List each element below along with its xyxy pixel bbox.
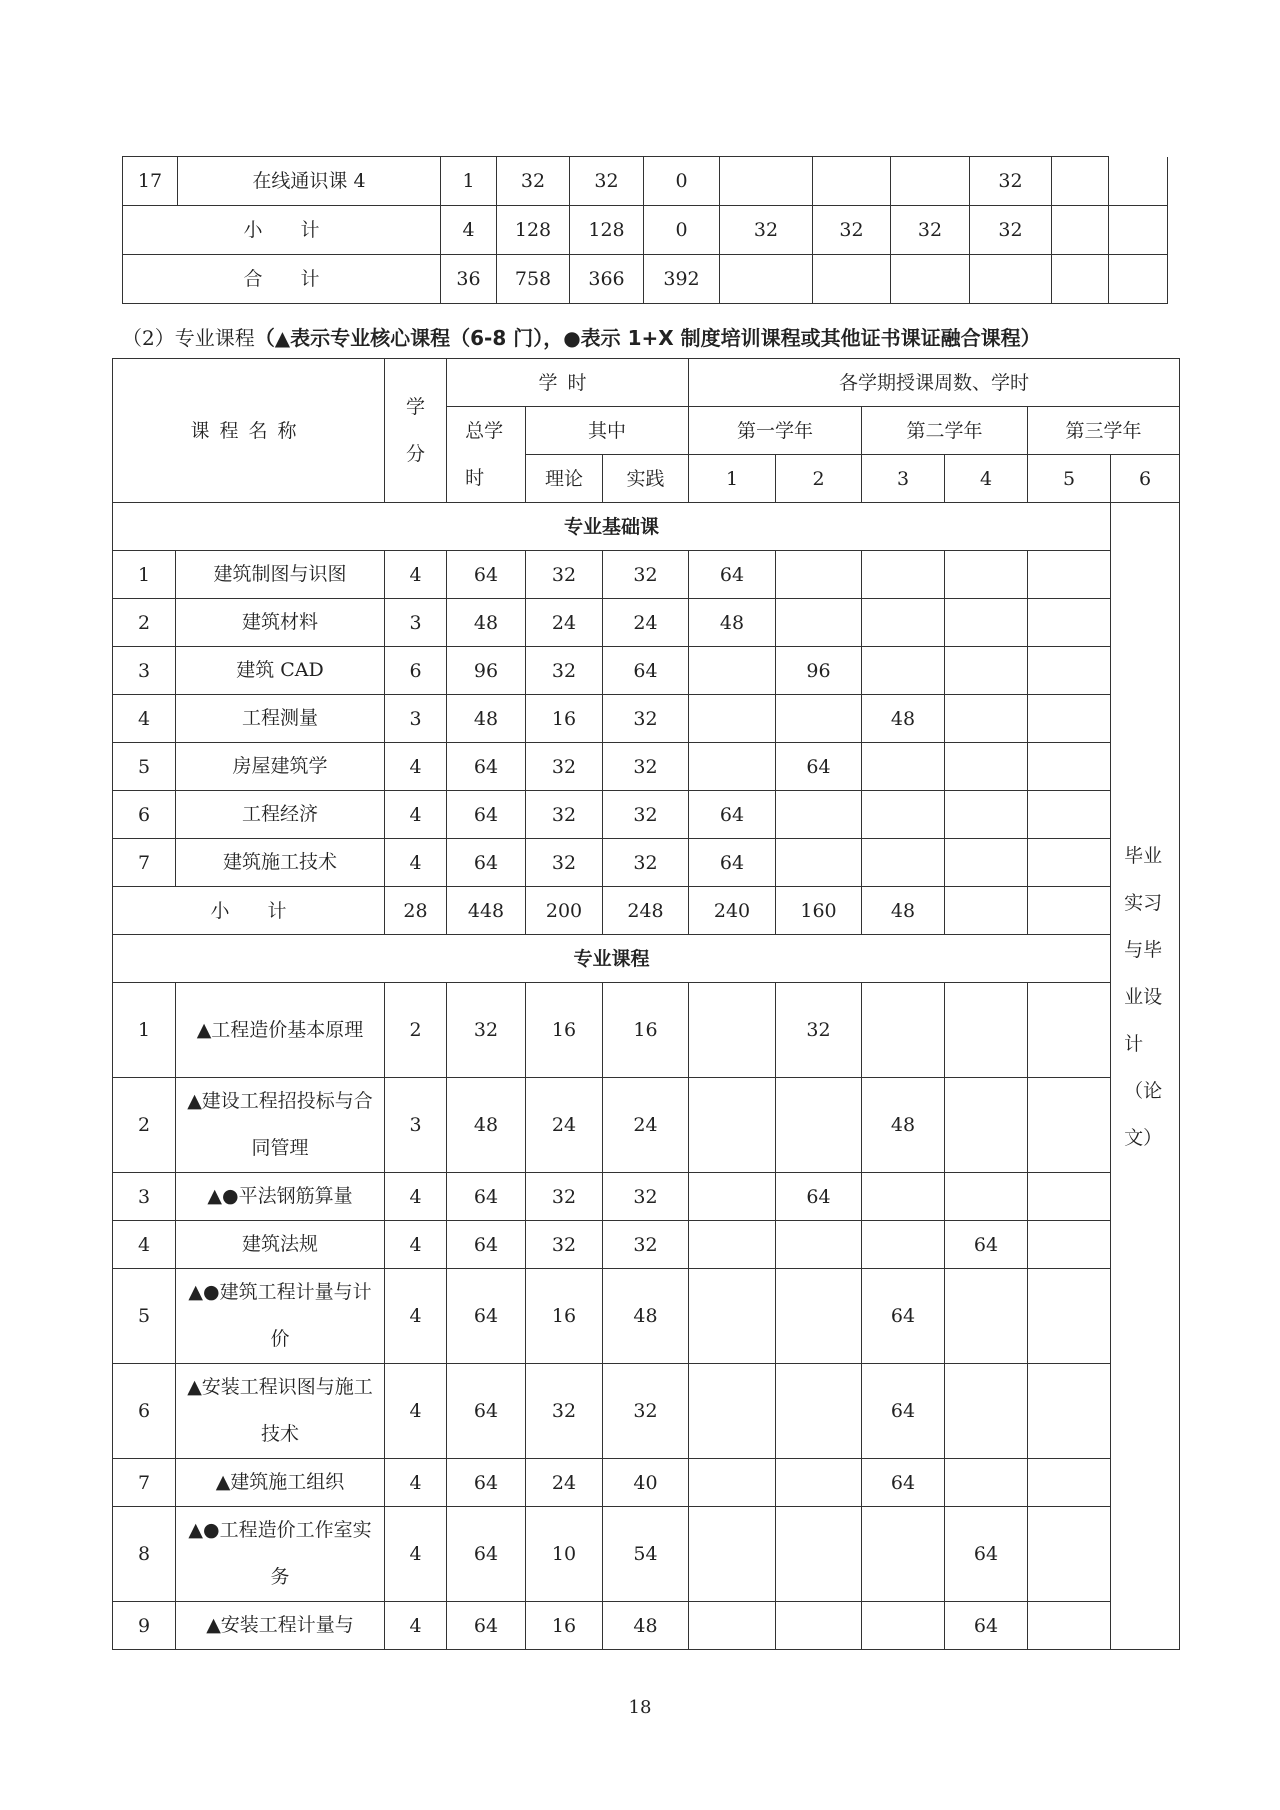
theory-hours: 24 [526, 1078, 603, 1173]
semester-2 [813, 157, 891, 206]
total-hours: 64 [447, 551, 526, 599]
semester-5 [1028, 1269, 1111, 1364]
total-hours: 448 [447, 887, 526, 935]
section-header-row [113, 935, 1180, 983]
practice-hours: 248 [603, 887, 689, 935]
semester-5 [1028, 647, 1111, 695]
semester-5 [1028, 1221, 1111, 1269]
total-hours: 128 [497, 206, 570, 255]
course-name: ▲●工程造价工作室实务 [176, 1507, 385, 1602]
semester-5 [1028, 1507, 1111, 1602]
header-sem-2: 2 [776, 455, 862, 503]
theory-hours: 16 [526, 1269, 603, 1364]
credit: 4 [385, 743, 447, 791]
row-number: 8 [113, 1507, 176, 1602]
semester-2: 32 [776, 983, 862, 1078]
total-hours: 64 [447, 1269, 526, 1364]
theory-hours: 16 [526, 695, 603, 743]
semester-3: 64 [862, 1364, 945, 1459]
credit: 3 [385, 1078, 447, 1173]
theory-hours: 32 [526, 1173, 603, 1221]
total-hours: 64 [447, 1173, 526, 1221]
semester-1 [689, 1221, 776, 1269]
semester-5 [1028, 695, 1111, 743]
semester-2 [776, 1078, 862, 1173]
semester-4 [945, 551, 1028, 599]
total-hours: 64 [447, 1364, 526, 1459]
semester-3 [862, 1221, 945, 1269]
table-row [113, 551, 1180, 599]
credit: 4 [385, 1269, 447, 1364]
theory-hours: 24 [526, 1459, 603, 1507]
graduation-internship-note [1111, 503, 1180, 1650]
header-year-3: 第三学年 [1028, 407, 1180, 455]
semester-4: 64 [945, 1602, 1028, 1650]
page-number: 18 [628, 1697, 652, 1718]
theory-hours: 32 [526, 1364, 603, 1459]
semester-5 [1028, 1364, 1111, 1459]
theory-hours: 128 [570, 206, 644, 255]
theory-hours: 32 [526, 647, 603, 695]
course-name: ▲●建筑工程计量与计价 [176, 1269, 385, 1364]
header-total-hours [447, 407, 526, 503]
course-name: ▲建筑施工组织 [176, 1459, 385, 1507]
semester-1: 240 [689, 887, 776, 935]
total-hours: 64 [447, 1221, 526, 1269]
semester-1: 64 [689, 791, 776, 839]
course-name: ▲安装工程识图与施工技术 [176, 1364, 385, 1459]
semester-6 [1109, 255, 1168, 304]
semester-2 [776, 1269, 862, 1364]
semester-4 [945, 695, 1028, 743]
semester-1 [720, 157, 813, 206]
credit: 4 [385, 1364, 447, 1459]
semester-5 [1028, 551, 1111, 599]
header-credit-text: 学分 [406, 395, 426, 465]
semester-1: 64 [689, 551, 776, 599]
semester-3 [862, 647, 945, 695]
practice-hours: 32 [603, 1364, 689, 1459]
semester-2 [776, 695, 862, 743]
semester-1: 64 [689, 839, 776, 887]
semester-1 [689, 1269, 776, 1364]
semester-4 [945, 1459, 1028, 1507]
practice-hours: 0 [644, 206, 720, 255]
row-number: 6 [113, 1364, 176, 1459]
semester-3 [862, 1602, 945, 1650]
semester-2 [813, 255, 891, 304]
semester-3: 48 [862, 695, 945, 743]
semester-1 [689, 1507, 776, 1602]
table-row [113, 1602, 1180, 1650]
semester-1 [689, 1078, 776, 1173]
header-sem-3: 3 [862, 455, 945, 503]
header-row [113, 359, 1180, 407]
semester-2 [776, 1364, 862, 1459]
practice-hours: 24 [603, 599, 689, 647]
semester-4: 32 [970, 206, 1052, 255]
row-number: 5 [113, 743, 176, 791]
semester-3: 32 [891, 206, 970, 255]
practice-hours: 32 [603, 695, 689, 743]
header-total-hours-text: 总学时 [465, 419, 504, 489]
credit: 28 [385, 887, 447, 935]
semester-2 [776, 1459, 862, 1507]
table-row [113, 1078, 1180, 1173]
semester-4 [945, 1269, 1028, 1364]
semester-1: 48 [689, 599, 776, 647]
semester-4: 64 [945, 1507, 1028, 1602]
section-title: 专业课程 [113, 935, 1111, 983]
semester-2: 32 [813, 206, 891, 255]
semester-4 [945, 791, 1028, 839]
credit: 2 [385, 983, 447, 1078]
row-number: 2 [113, 1078, 176, 1173]
semester-1 [689, 647, 776, 695]
practice-hours: 64 [603, 647, 689, 695]
section-title: 专业基础课 [113, 503, 1111, 551]
practice-hours: 392 [644, 255, 720, 304]
total-label: 合 计 [123, 255, 441, 304]
semester-1 [689, 743, 776, 791]
table-row [113, 1269, 1180, 1364]
semester-3 [862, 551, 945, 599]
caption-legend: （▲表示专业核心课程（6-8 门），●表示 1+X 制度培训课程或其他证书课证融合课程） [254, 326, 1041, 350]
semester-2 [776, 599, 862, 647]
table-row [113, 1507, 1180, 1602]
subtotal-label: 小 计 [113, 887, 385, 935]
practice-hours: 32 [603, 791, 689, 839]
table-row [123, 157, 1168, 206]
semester-3 [862, 743, 945, 791]
credit: 4 [385, 1173, 447, 1221]
credit: 36 [441, 255, 497, 304]
caption-prefix: （2）专业课程 [122, 326, 255, 350]
semester-6 [1109, 157, 1168, 206]
semester-4 [945, 647, 1028, 695]
table-row [113, 791, 1180, 839]
credit: 4 [385, 1221, 447, 1269]
practice-hours: 54 [603, 1507, 689, 1602]
total-hours: 64 [447, 839, 526, 887]
course-name: 建筑法规 [176, 1221, 385, 1269]
table-row [113, 839, 1180, 887]
course-name: ▲●平法钢筋算量 [176, 1173, 385, 1221]
practice-hours: 48 [603, 1269, 689, 1364]
semester-1 [689, 1173, 776, 1221]
header-theory: 理论 [526, 455, 603, 503]
credit: 1 [441, 157, 497, 206]
total-hours: 48 [447, 1078, 526, 1173]
semester-3 [862, 1173, 945, 1221]
practice-hours: 40 [603, 1459, 689, 1507]
credit: 4 [441, 206, 497, 255]
row-number: 5 [113, 1269, 176, 1364]
semester-3: 48 [862, 887, 945, 935]
total-hours: 32 [447, 983, 526, 1078]
semester-4 [945, 1078, 1028, 1173]
course-name: 在线通识课 4 [178, 157, 441, 206]
theory-hours: 32 [526, 743, 603, 791]
total-hours: 64 [447, 1602, 526, 1650]
semester-3 [891, 157, 970, 206]
row-number: 1 [113, 551, 176, 599]
course-name: 建筑材料 [176, 599, 385, 647]
row-number: 4 [113, 1221, 176, 1269]
theory-hours: 32 [526, 839, 603, 887]
practice-hours: 0 [644, 157, 720, 206]
row-number: 7 [113, 839, 176, 887]
total-hours: 64 [447, 1507, 526, 1602]
row-number: 3 [113, 1173, 176, 1221]
credit: 4 [385, 1507, 447, 1602]
semester-4 [945, 839, 1028, 887]
row-number: 6 [113, 791, 176, 839]
theory-hours: 32 [570, 157, 644, 206]
subtotal-label: 小 计 [123, 206, 441, 255]
semester-5 [1028, 1602, 1111, 1650]
header-of-which: 其中 [526, 407, 689, 455]
semester-2: 96 [776, 647, 862, 695]
semester-3 [862, 1507, 945, 1602]
row-number: 2 [113, 599, 176, 647]
semester-5 [1028, 1459, 1111, 1507]
row-number: 3 [113, 647, 176, 695]
semester-2: 160 [776, 887, 862, 935]
table-row [113, 983, 1180, 1078]
section-caption [122, 322, 1041, 351]
table-row [113, 695, 1180, 743]
header-sem-1: 1 [689, 455, 776, 503]
table-row [113, 1173, 1180, 1221]
semester-5 [1028, 887, 1111, 935]
semester-2 [776, 551, 862, 599]
semester-1 [689, 1602, 776, 1650]
credit: 4 [385, 551, 447, 599]
table-row [113, 599, 1180, 647]
semester-5 [1028, 743, 1111, 791]
semester-3 [862, 791, 945, 839]
subtotal-row [123, 206, 1168, 255]
row-number: 17 [123, 157, 178, 206]
course-name: 建筑 CAD [176, 647, 385, 695]
header-sem-5: 5 [1028, 455, 1111, 503]
semester-4 [945, 1364, 1028, 1459]
semester-5 [1028, 1078, 1111, 1173]
practice-hours: 16 [603, 983, 689, 1078]
semester-2: 64 [776, 743, 862, 791]
semester-2 [776, 791, 862, 839]
credit: 6 [385, 647, 447, 695]
semester-2 [776, 1602, 862, 1650]
table-row [113, 647, 1180, 695]
course-name: 工程经济 [176, 791, 385, 839]
total-hours: 64 [447, 743, 526, 791]
semester-4: 32 [970, 157, 1052, 206]
semester-3 [862, 839, 945, 887]
semester-1 [720, 255, 813, 304]
header-credit [385, 359, 447, 503]
theory-hours: 366 [570, 255, 644, 304]
table-row [113, 1221, 1180, 1269]
semester-5 [1028, 839, 1111, 887]
semester-2 [776, 839, 862, 887]
practice-hours: 32 [603, 839, 689, 887]
credit: 3 [385, 695, 447, 743]
header-practice: 实践 [603, 455, 689, 503]
credit: 3 [385, 599, 447, 647]
semester-3 [891, 255, 970, 304]
practice-hours: 24 [603, 1078, 689, 1173]
course-name: 房屋建筑学 [176, 743, 385, 791]
course-name: ▲建设工程招投标与合同管理 [176, 1078, 385, 1173]
total-hours: 96 [447, 647, 526, 695]
semester-1 [689, 695, 776, 743]
total-hours: 48 [447, 695, 526, 743]
semester-5 [1052, 157, 1109, 206]
semester-5 [1028, 1173, 1111, 1221]
semester-3 [862, 983, 945, 1078]
semester-3 [862, 599, 945, 647]
header-semesters: 各学期授课周数、学时 [689, 359, 1180, 407]
semester-4 [945, 743, 1028, 791]
general-courses-table-tail [122, 156, 1168, 304]
semester-4 [945, 1173, 1028, 1221]
semester-5 [1052, 206, 1109, 255]
credit: 4 [385, 1602, 447, 1650]
semester-2 [776, 1507, 862, 1602]
practice-hours: 32 [603, 743, 689, 791]
semester-1 [689, 1364, 776, 1459]
header-year-1: 第一学年 [689, 407, 862, 455]
semester-2: 64 [776, 1173, 862, 1221]
semester-4: 64 [945, 1221, 1028, 1269]
row-number: 9 [113, 1602, 176, 1650]
total-hours: 758 [497, 255, 570, 304]
header-sem-4: 4 [945, 455, 1028, 503]
credit: 4 [385, 839, 447, 887]
theory-hours: 200 [526, 887, 603, 935]
semester-3: 48 [862, 1078, 945, 1173]
semester-1: 32 [720, 206, 813, 255]
theory-hours: 10 [526, 1507, 603, 1602]
semester-4 [945, 599, 1028, 647]
practice-hours: 32 [603, 1173, 689, 1221]
semester-6 [1109, 206, 1168, 255]
semester-3: 64 [862, 1459, 945, 1507]
semester-3: 64 [862, 1269, 945, 1364]
semester-1 [689, 1459, 776, 1507]
practice-hours: 32 [603, 551, 689, 599]
semester-5 [1028, 599, 1111, 647]
theory-hours: 16 [526, 1602, 603, 1650]
practice-hours: 32 [603, 1221, 689, 1269]
practice-hours: 48 [603, 1602, 689, 1650]
semester-1 [689, 983, 776, 1078]
semester-5 [1028, 983, 1111, 1078]
semester-4 [945, 983, 1028, 1078]
header-sem-6: 6 [1111, 455, 1180, 503]
table-row [113, 1459, 1180, 1507]
course-name: ▲工程造价基本原理 [176, 983, 385, 1078]
semester-4 [970, 255, 1052, 304]
table-row [113, 1364, 1180, 1459]
header-year-2: 第二学年 [862, 407, 1028, 455]
theory-hours: 16 [526, 983, 603, 1078]
header-course-name: 课程名称 [113, 359, 385, 503]
total-hours: 32 [497, 157, 570, 206]
total-hours: 48 [447, 599, 526, 647]
subtotal-row [113, 887, 1180, 935]
row-number: 1 [113, 983, 176, 1078]
semester-2 [776, 1221, 862, 1269]
credit: 4 [385, 791, 447, 839]
graduation-internship-text: 毕业实习与毕业设计（论文） [1124, 845, 1163, 1149]
semester-4 [945, 887, 1028, 935]
theory-hours: 24 [526, 599, 603, 647]
theory-hours: 32 [526, 1221, 603, 1269]
row-number: 7 [113, 1459, 176, 1507]
semester-5 [1028, 791, 1111, 839]
row-number: 4 [113, 695, 176, 743]
course-name: 建筑制图与识图 [176, 551, 385, 599]
total-hours: 64 [447, 1459, 526, 1507]
professional-courses-table [112, 358, 1180, 1650]
theory-hours: 32 [526, 791, 603, 839]
table-row [113, 743, 1180, 791]
header-hours: 学时 [447, 359, 689, 407]
course-name: 建筑施工技术 [176, 839, 385, 887]
course-name: ▲安装工程计量与 [176, 1602, 385, 1650]
total-hours: 64 [447, 791, 526, 839]
theory-hours: 32 [526, 551, 603, 599]
section-header-row [113, 503, 1180, 551]
credit: 4 [385, 1459, 447, 1507]
total-row [123, 255, 1168, 304]
semester-5 [1052, 255, 1109, 304]
course-name: 工程测量 [176, 695, 385, 743]
